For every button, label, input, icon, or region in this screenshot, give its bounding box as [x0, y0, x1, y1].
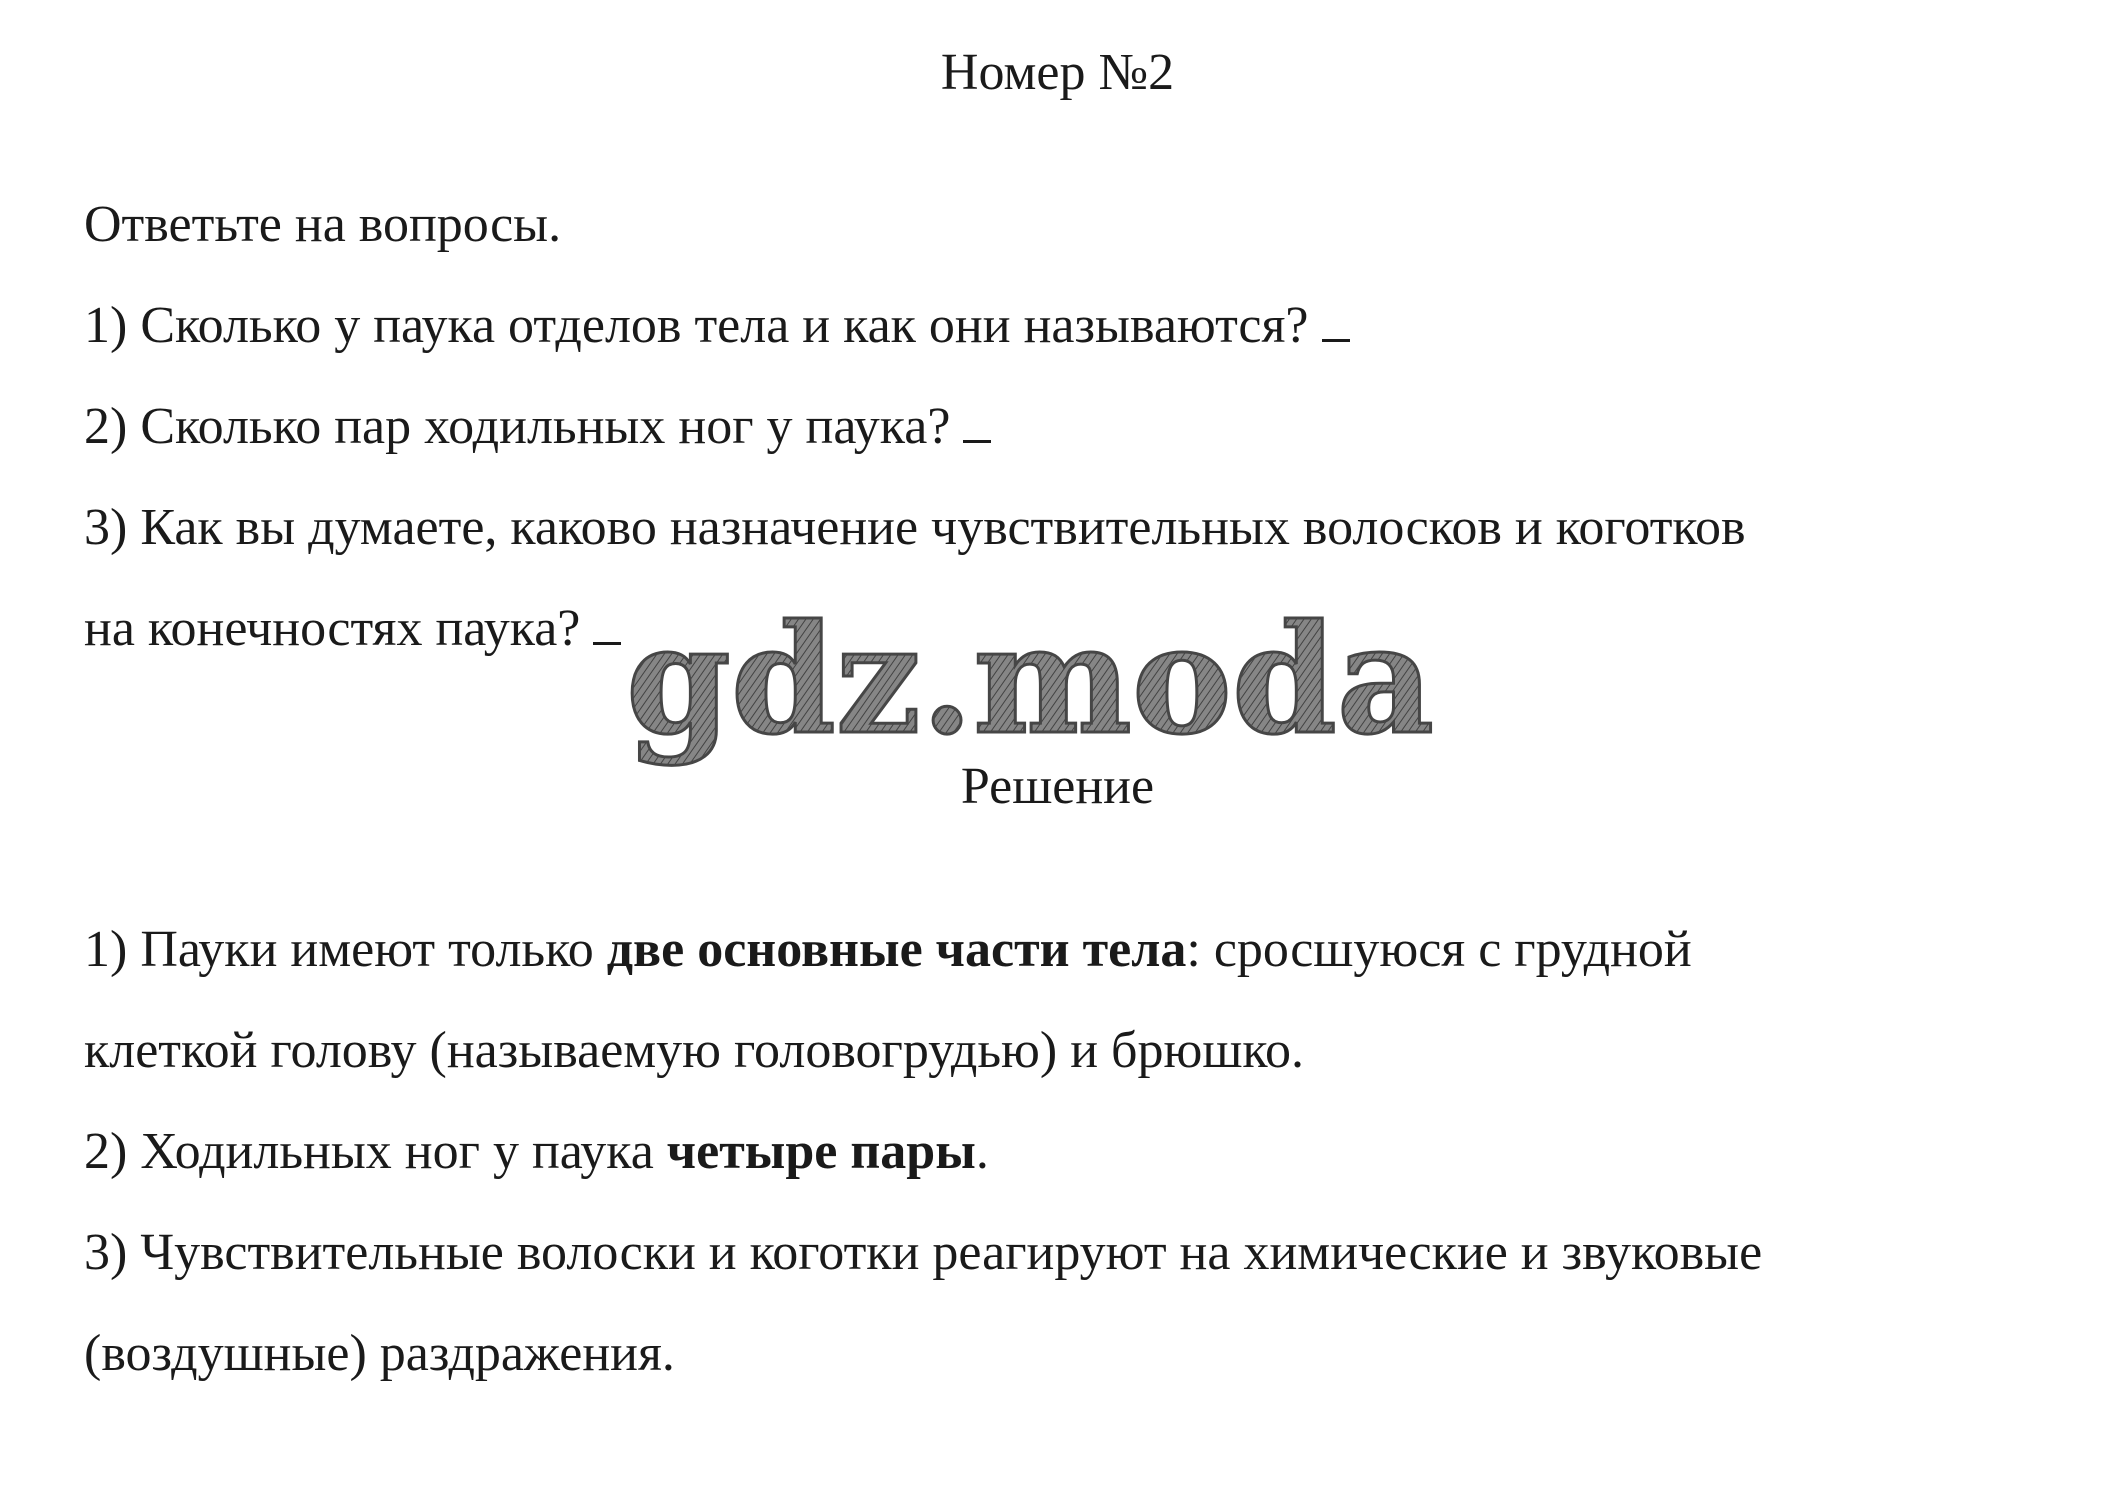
answer-blank-3	[593, 598, 621, 645]
watermark-text: gdz.moda	[625, 592, 1435, 768]
question-1	[84, 291, 1350, 361]
question-3-line-2	[84, 594, 621, 664]
answer-blank-1	[1322, 295, 1350, 342]
answer-blank-2	[963, 396, 991, 443]
answer-2-highlight: четыре пары	[666, 1123, 976, 1180]
solution-heading: Решение	[960, 758, 1155, 815]
answer-1-line-2: клеткой голову (называемую головогрудью) и брюшко.	[84, 1022, 1305, 1079]
answer-1-highlight: две основные части тела	[606, 921, 1187, 978]
question-2	[84, 392, 991, 462]
answer-1-line-1	[84, 915, 1692, 985]
answer-2-suffix: .	[975, 1123, 989, 1180]
answer-1-suffix: : сросшуюся с грудной	[1186, 921, 1692, 978]
question-3-line-1: 3) Как вы думаете, каково назначение чувствительных волосков и коготков	[84, 499, 1746, 556]
page-title: Номер №2	[940, 44, 1175, 101]
task-intro: Ответьте на вопросы.	[84, 196, 562, 253]
question-2-text: 2) Сколько пар ходильных ног у паука?	[84, 398, 951, 455]
answer-3-line-1: 3) Чувствительные волоски и коготки реагируют на химические и звуковые	[84, 1224, 1763, 1281]
question-1-text: 1) Сколько у паука отделов тела и как они называются?	[84, 297, 1309, 354]
answer-2	[84, 1117, 989, 1187]
answer-2-prefix: 2) Ходильных ног у паука	[84, 1123, 667, 1180]
watermark-logo	[625, 592, 1435, 772]
question-3-text: на конечностях паука?	[84, 600, 581, 657]
answer-1-prefix: 1) Пауки имеют только	[84, 921, 607, 978]
answer-3-line-2: (воздушные) раздражения.	[84, 1325, 675, 1382]
